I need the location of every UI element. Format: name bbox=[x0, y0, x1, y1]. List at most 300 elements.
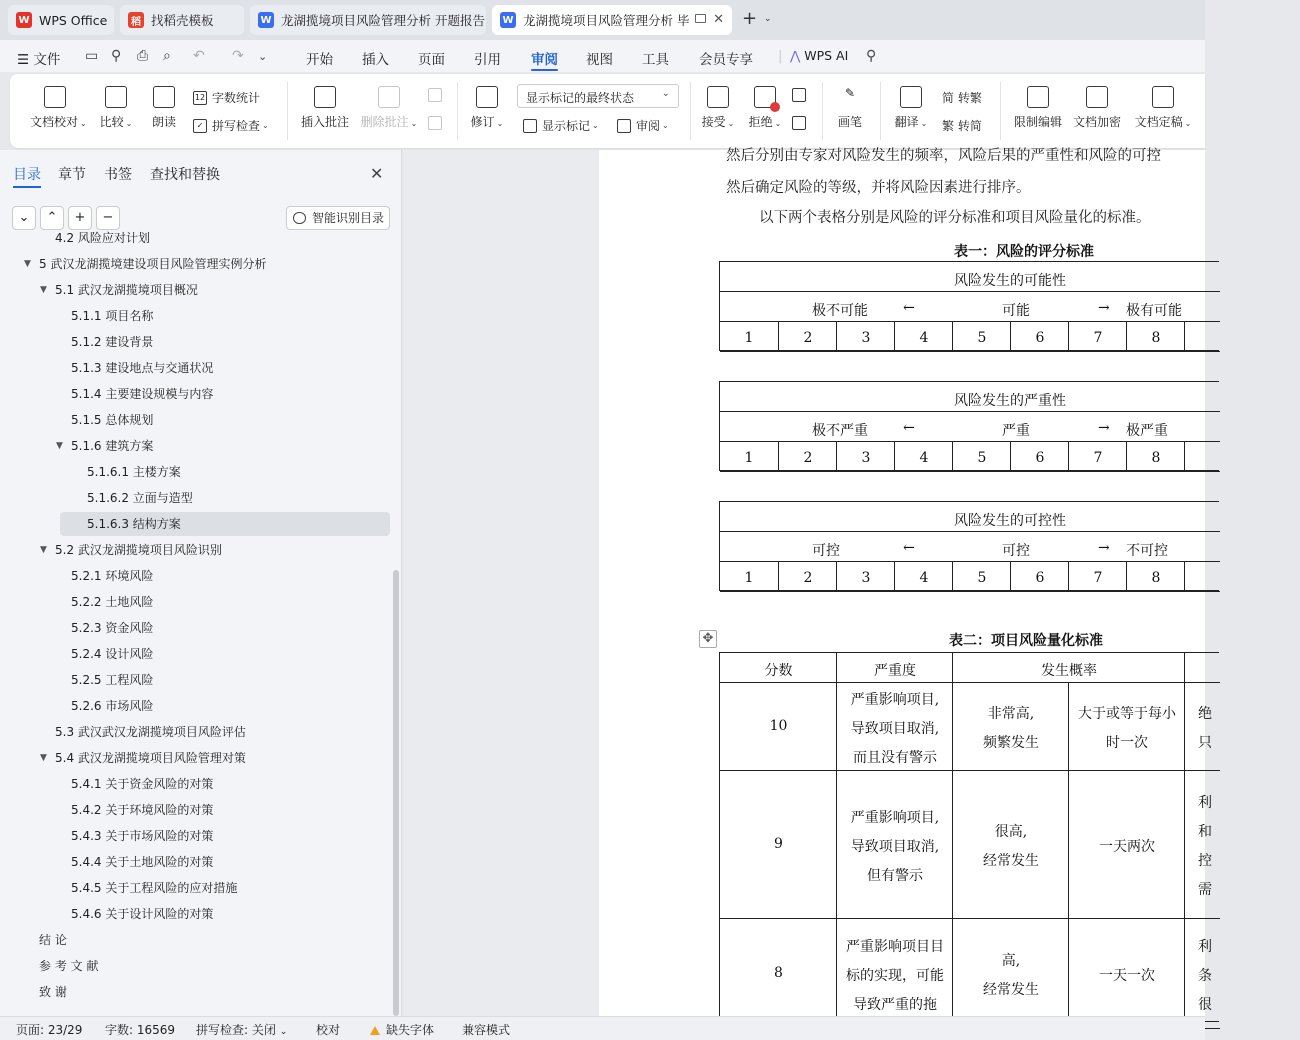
tab-label: 龙湖揽境项目风险管理分析 毕 bbox=[523, 13, 690, 28]
show-markup-label: 显示标记 bbox=[542, 119, 591, 133]
cell-border bbox=[836, 683, 837, 771]
toc-item[interactable] bbox=[39, 980, 67, 1004]
doc-proof-button[interactable]: 文档校对 ⌄ bbox=[30, 86, 80, 130]
window-icon[interactable] bbox=[695, 14, 706, 23]
doc-proof-label: 文档校对 bbox=[30, 115, 79, 129]
table-cell: 严重影响项目, bbox=[850, 691, 940, 708]
rating-number: 4 bbox=[919, 450, 929, 466]
toc-item-label: 参 考 文 献 bbox=[39, 959, 99, 973]
collapse-arrow-icon[interactable]: ▼ bbox=[24, 259, 31, 269]
toc-item[interactable] bbox=[87, 486, 193, 510]
cell-border bbox=[836, 771, 837, 919]
missing-fonts-label: 缺失字体 bbox=[386, 1023, 435, 1037]
table-cell: 时一次 bbox=[1106, 735, 1148, 751]
cell-border bbox=[1184, 442, 1185, 472]
track-changes-button[interactable]: 修订 ⌄ bbox=[469, 86, 505, 130]
scale-label: 不可控 bbox=[1126, 543, 1168, 559]
toc-item[interactable] bbox=[40, 746, 246, 770]
to-simplified-button[interactable] bbox=[942, 117, 982, 134]
reject-label: 拒绝 bbox=[748, 115, 773, 129]
scale-label: ← bbox=[903, 300, 915, 316]
rating-title-row bbox=[720, 502, 1220, 532]
table-cell: 导致严重的拖 bbox=[853, 996, 937, 1013]
prev-change-button[interactable] bbox=[792, 88, 811, 102]
table-move-handle-icon[interactable]: ✥ bbox=[699, 630, 717, 648]
expand-all-icon[interactable]: ⌄ bbox=[12, 206, 36, 230]
toc-item[interactable] bbox=[71, 304, 153, 328]
show-markup-button[interactable]: 显示标记 ⌄ bbox=[523, 117, 599, 134]
nav-tab-indicator bbox=[13, 186, 41, 188]
table-cell: 导致项目取消, bbox=[850, 720, 940, 737]
reject-icon bbox=[754, 86, 776, 108]
tab-wps-office[interactable] bbox=[8, 5, 114, 35]
accept-label: 接受 bbox=[701, 115, 726, 129]
table-row bbox=[720, 919, 1220, 1029]
toc-item[interactable] bbox=[87, 460, 181, 484]
finalize-label: 文档定稿 bbox=[1134, 115, 1183, 129]
menu-bar bbox=[0, 40, 1205, 72]
wps-ai-icon: ⋀ bbox=[790, 48, 801, 63]
collapse-arrow-icon[interactable]: ▼ bbox=[40, 753, 47, 763]
table-cell: 需 bbox=[1198, 882, 1212, 898]
tab-label: 龙湖揽境项目风险管理分析 开题报告 bbox=[281, 13, 485, 28]
toc-item[interactable] bbox=[71, 668, 153, 692]
tab-current-doc[interactable] bbox=[492, 5, 732, 35]
toc-item-label: 5.2.6 市场风险 bbox=[71, 699, 154, 713]
toc-item-label: 5.3 武汉武汉龙湖揽境项目风险评估 bbox=[55, 725, 246, 739]
toc-item-label: 4.2 风险应对计划 bbox=[55, 231, 150, 245]
new-tab-icon[interactable]: + bbox=[742, 8, 758, 29]
rating-number: 5 bbox=[977, 570, 987, 586]
rating-scale-row bbox=[720, 532, 1220, 562]
table-row bbox=[720, 683, 1220, 771]
proof-status[interactable]: 校对 bbox=[316, 1023, 341, 1037]
table-cell: 很高, bbox=[994, 824, 1028, 840]
toc-item-label: 5 武汉龙湖揽境建设项目风险管理实例分析 bbox=[39, 257, 267, 271]
cell-border bbox=[1184, 771, 1185, 919]
page-indicator[interactable]: 页面: 23/29 bbox=[16, 1023, 83, 1037]
toc-item[interactable] bbox=[71, 694, 153, 718]
toc-item-label: 5.4.1 关于资金风险的对策 bbox=[71, 777, 214, 791]
rating-number: 8 bbox=[1151, 450, 1161, 466]
toc-item[interactable] bbox=[71, 590, 153, 614]
cell-border bbox=[1010, 322, 1011, 352]
chevron-down-icon[interactable]: ⌄ bbox=[764, 14, 772, 24]
ribbon-separator bbox=[287, 82, 288, 140]
rating-scale-row bbox=[720, 292, 1220, 322]
cell-border bbox=[1184, 653, 1185, 683]
spell-check-status[interactable]: 拼写检查: 关闭 ⌄ bbox=[196, 1023, 288, 1037]
menu-reference[interactable]: 引用 bbox=[474, 52, 501, 68]
toc-item[interactable] bbox=[39, 954, 98, 978]
reject-button[interactable]: 拒绝 ⌄ bbox=[747, 86, 783, 130]
show-markup-icon bbox=[523, 119, 537, 133]
review-pane-button[interactable]: 审阅 ⌄ bbox=[617, 117, 669, 134]
review-pane-label: 审阅 bbox=[636, 119, 661, 133]
read-aloud-icon bbox=[153, 86, 175, 108]
table-cell: 而且没有警示 bbox=[853, 749, 937, 766]
toc-item-label: 5.2.2 土地风险 bbox=[71, 595, 154, 609]
table-cell: 一天两次 bbox=[1099, 838, 1155, 855]
collapse-arrow-icon[interactable]: ▼ bbox=[40, 285, 47, 295]
menu-page[interactable]: 页面 bbox=[418, 52, 445, 68]
cell-border bbox=[1010, 442, 1011, 472]
prev-comment-button[interactable] bbox=[428, 88, 447, 102]
rating-number-row bbox=[720, 442, 1220, 472]
toc-item[interactable] bbox=[71, 616, 153, 640]
toc-item-label: 5.4.4 关于土地风险的对策 bbox=[71, 855, 214, 869]
warning-icon bbox=[370, 1026, 380, 1035]
toc-item-label: 5.4.5 关于工程风险的应对措施 bbox=[71, 881, 238, 895]
cell-border bbox=[1068, 683, 1069, 771]
compare-button[interactable]: 比较 ⌄ bbox=[98, 86, 134, 130]
word-count-button[interactable] bbox=[193, 89, 260, 106]
rating-number: 3 bbox=[861, 330, 871, 346]
finalize-icon bbox=[1152, 86, 1174, 108]
tab-label: 找稻壳模板 bbox=[151, 13, 214, 28]
toc-item[interactable] bbox=[40, 538, 222, 562]
table-cell: 标的实现，可能 bbox=[846, 967, 944, 984]
toc-item[interactable] bbox=[39, 928, 67, 952]
rating-table bbox=[719, 381, 1219, 471]
insert-comment-label: 插入批注 bbox=[300, 115, 349, 129]
redo-icon[interactable]: ↷ bbox=[232, 48, 244, 64]
delete-comment-button[interactable]: 删除批注 ⌄ bbox=[360, 86, 418, 130]
close-tab-icon[interactable]: ✕ bbox=[713, 12, 724, 27]
toc-item-label: 5.1.6.3 结构方案 bbox=[87, 517, 181, 531]
tab-proposal-doc[interactable] bbox=[250, 5, 486, 35]
table-cell: 一天一次 bbox=[1099, 967, 1155, 984]
next-comment-icon bbox=[428, 116, 442, 130]
toc-item-label: 5.2.1 环境风险 bbox=[71, 569, 154, 583]
spell-check-label: 拼写检查 bbox=[212, 119, 261, 133]
menu-member[interactable]: 会员专享 bbox=[699, 52, 753, 68]
toc-item[interactable] bbox=[71, 850, 213, 874]
ribbon-separator bbox=[1000, 82, 1001, 140]
table-cell: 利 bbox=[1198, 938, 1212, 955]
toc-item[interactable] bbox=[71, 330, 153, 354]
word-count-icon: 12 bbox=[193, 91, 207, 105]
word-doc-icon: W bbox=[500, 12, 516, 28]
toc-item-label: 5.1 武汉龙湖揽境项目概况 bbox=[55, 283, 198, 297]
tab-docer-templates[interactable] bbox=[120, 5, 244, 35]
review-ribbon bbox=[10, 74, 1205, 148]
finalize-button[interactable]: 文档定稿 ⌄ bbox=[1132, 86, 1194, 130]
cell-border bbox=[1010, 562, 1011, 592]
doc-proof-icon bbox=[44, 86, 66, 108]
spell-check-icon: ✓ bbox=[193, 119, 207, 133]
add-level-icon[interactable]: + bbox=[68, 206, 92, 230]
toc-item[interactable] bbox=[71, 356, 213, 380]
table-cell: 很 bbox=[1198, 996, 1212, 1013]
rating-title-row bbox=[720, 382, 1220, 412]
accept-icon bbox=[707, 86, 729, 108]
cell-border bbox=[894, 322, 895, 352]
undo-icon[interactable]: ↶ bbox=[193, 48, 205, 64]
table-cell: 绝 bbox=[1198, 706, 1212, 722]
table-cell: 但有警示 bbox=[867, 867, 923, 884]
restrict-edit-label: 限制编辑 bbox=[1013, 115, 1062, 129]
cell-border bbox=[1068, 562, 1069, 592]
smart-toc-button[interactable] bbox=[286, 206, 390, 230]
toc-item[interactable] bbox=[56, 434, 154, 458]
scale-label: 可控 bbox=[812, 543, 840, 559]
column-header: 严重度 bbox=[874, 663, 916, 679]
delete-comment-icon bbox=[378, 86, 400, 108]
nav-tab-bookmarks[interactable]: 书签 bbox=[104, 167, 132, 183]
collapse-all-icon[interactable]: ⌃ bbox=[40, 206, 64, 230]
nav-tab-find-replace[interactable]: 查找和替换 bbox=[150, 167, 220, 183]
cell-border bbox=[952, 771, 953, 919]
table-cell: 高, bbox=[1001, 953, 1021, 969]
markup-state-select[interactable] bbox=[517, 84, 679, 108]
column-header: 分数 bbox=[764, 663, 793, 679]
scale-label: → bbox=[1098, 420, 1110, 436]
toc-item-label: 5.4.6 关于设计风险的对策 bbox=[71, 907, 214, 921]
nav-tab-toc[interactable]: 目录 bbox=[13, 167, 41, 183]
score-cell: 10 bbox=[769, 718, 788, 734]
toc-item-label: 5.1.5 总体规划 bbox=[71, 413, 154, 427]
toc-item[interactable] bbox=[71, 798, 213, 822]
cell-border bbox=[1184, 919, 1185, 1029]
missing-fonts-status[interactable] bbox=[370, 1021, 434, 1038]
table-header-row bbox=[720, 653, 1220, 683]
insert-comment-button[interactable] bbox=[300, 86, 350, 130]
table-cell: 利 bbox=[1198, 795, 1212, 811]
robot-icon bbox=[293, 212, 306, 224]
navigation-pane bbox=[0, 150, 402, 1016]
prev-change-icon bbox=[792, 88, 806, 102]
toc-item[interactable] bbox=[71, 642, 153, 666]
table-cell: 条 bbox=[1198, 967, 1212, 984]
collapse-arrow-icon[interactable]: ▼ bbox=[56, 441, 63, 451]
cell-border bbox=[952, 442, 953, 472]
ribbon-separator bbox=[457, 82, 458, 140]
pen-button[interactable] bbox=[836, 86, 864, 130]
cell-border bbox=[1184, 562, 1185, 592]
cell-border bbox=[1068, 442, 1069, 472]
restrict-edit-button[interactable] bbox=[1013, 86, 1063, 130]
scale-label: → bbox=[1098, 540, 1110, 556]
rating-number: 1 bbox=[744, 330, 754, 346]
insert-comment-icon bbox=[314, 86, 336, 108]
file-menu[interactable]: ☰ 文件 bbox=[17, 52, 61, 68]
table1-caption: 表一：风险的评分标准 bbox=[954, 244, 1094, 260]
smart-toc-label: 智能识别目录 bbox=[312, 211, 385, 225]
toc-item-label: 5.2.4 设计风险 bbox=[71, 647, 154, 661]
toc-item[interactable] bbox=[55, 226, 150, 250]
scale-label: ← bbox=[903, 420, 915, 436]
rating-number: 6 bbox=[1035, 570, 1045, 586]
risk-quantification-table bbox=[719, 652, 1219, 1022]
rating-number: 6 bbox=[1035, 330, 1045, 346]
toc-item[interactable] bbox=[55, 720, 246, 744]
next-comment-button[interactable] bbox=[428, 116, 447, 130]
to-traditional-button[interactable] bbox=[942, 89, 982, 106]
cell-border bbox=[1068, 322, 1069, 352]
table2-caption: 表二：项目风险量化标准 bbox=[949, 633, 1103, 649]
print-icon[interactable]: ⎙ bbox=[137, 48, 149, 64]
toc-item[interactable] bbox=[71, 772, 213, 796]
more-chevron-icon[interactable]: ⌄ bbox=[258, 50, 268, 63]
toc-item[interactable] bbox=[24, 252, 267, 276]
cell-border bbox=[894, 442, 895, 472]
cell-border bbox=[778, 442, 779, 472]
table-cell: 只 bbox=[1198, 735, 1212, 751]
toc-item-label: 5.1.2 建设背景 bbox=[71, 335, 154, 349]
ribbon-separator bbox=[822, 82, 823, 140]
table-cell: 大于或等于每小 bbox=[1078, 706, 1176, 722]
close-pane-icon[interactable]: ✕ bbox=[370, 164, 384, 183]
search-icon[interactable]: ⚲ bbox=[866, 48, 877, 64]
rating-number: 1 bbox=[744, 450, 754, 466]
rating-table bbox=[719, 261, 1219, 351]
toc-scrollbar[interactable] bbox=[393, 570, 399, 1016]
active-tab-indicator bbox=[531, 69, 558, 71]
toc-item-label: 5.1.6.2 立面与造型 bbox=[87, 491, 193, 505]
encrypt-button[interactable] bbox=[1072, 86, 1122, 130]
rating-table bbox=[719, 501, 1219, 591]
scale-label: 极不可能 bbox=[812, 303, 868, 319]
share-icon[interactable]: ⚲ bbox=[111, 48, 122, 64]
table-cell: 导致项目取消, bbox=[850, 838, 940, 855]
rating-number: 7 bbox=[1093, 330, 1103, 346]
pen-icon: ✎ bbox=[844, 86, 856, 100]
ribbon-separator bbox=[690, 82, 691, 140]
toc-item-label: 5.4.3 关于市场风险的对策 bbox=[71, 829, 214, 843]
accept-button[interactable]: 接受 ⌄ bbox=[700, 86, 736, 130]
rating-title: 风险发生的严重性 bbox=[954, 393, 1066, 409]
table-cell: 严重影响项目, bbox=[850, 809, 940, 826]
rating-title-row bbox=[720, 262, 1220, 292]
toc-item-label: 5.1.4 主要建设规模与内容 bbox=[71, 387, 214, 401]
toc-item[interactable] bbox=[71, 824, 213, 848]
to-traditional-label: 简 转繁 bbox=[942, 91, 982, 105]
document-page[interactable] bbox=[599, 148, 1212, 1016]
rating-number-row bbox=[720, 562, 1220, 592]
toc-item[interactable] bbox=[71, 902, 213, 926]
rating-number: 5 bbox=[977, 450, 987, 466]
translate-button[interactable]: 翻译 ⌄ bbox=[893, 86, 929, 130]
toc-item-label: 5.1.3 建设地点与交通状况 bbox=[71, 361, 214, 375]
body-paragraph: 然后确定风险的等级，并将风险因素进行排序。 bbox=[726, 180, 1031, 196]
rating-number: 7 bbox=[1093, 570, 1103, 586]
pen-label: 画笔 bbox=[837, 115, 862, 129]
cell-border bbox=[1184, 322, 1185, 352]
rating-number: 6 bbox=[1035, 450, 1045, 466]
toc-item[interactable] bbox=[71, 408, 153, 432]
rating-number: 3 bbox=[861, 570, 871, 586]
body-paragraph: 以下两个表格分别是风险的评分标准和项目风险量化的标准。 bbox=[759, 210, 1151, 226]
scale-label: 可能 bbox=[1002, 303, 1030, 319]
save-icon[interactable]: ▭ bbox=[85, 48, 99, 64]
translate-icon bbox=[900, 86, 922, 108]
menu-insert[interactable]: 插入 bbox=[362, 52, 389, 68]
menu-review[interactable]: 审阅 bbox=[531, 52, 558, 68]
cell-border bbox=[1126, 442, 1127, 472]
cell-border bbox=[778, 562, 779, 592]
menu-start[interactable]: 开始 bbox=[306, 52, 333, 68]
scale-label: 极严重 bbox=[1126, 423, 1168, 439]
rating-number: 5 bbox=[977, 330, 987, 346]
compare-icon bbox=[105, 86, 127, 108]
remove-level-icon[interactable]: − bbox=[96, 206, 120, 230]
menu-view[interactable]: 视图 bbox=[586, 52, 613, 68]
print-preview-icon[interactable]: ⌕ bbox=[163, 48, 171, 64]
column-header: 发生概率 bbox=[1041, 663, 1097, 679]
toc-item-label: 结 论 bbox=[39, 933, 67, 947]
next-change-button[interactable] bbox=[792, 116, 811, 130]
restrict-edit-icon bbox=[1027, 86, 1049, 108]
cell-border bbox=[1184, 683, 1185, 771]
toc-item-label: 5.2.3 资金风险 bbox=[71, 621, 154, 635]
rating-number: 4 bbox=[919, 570, 929, 586]
scale-label: 严重 bbox=[1002, 423, 1030, 439]
prev-comment-icon bbox=[428, 88, 442, 102]
toc-item[interactable] bbox=[40, 278, 198, 302]
wps-ai-label: WPS AI bbox=[804, 48, 849, 63]
translate-label: 翻译 bbox=[894, 115, 919, 129]
track-changes-label: 修订 bbox=[470, 115, 495, 129]
nav-tab-sections[interactable]: 章节 bbox=[58, 167, 86, 183]
toc-item[interactable] bbox=[60, 512, 390, 536]
scale-label: 极不严重 bbox=[812, 423, 868, 439]
collapse-arrow-icon[interactable]: ▼ bbox=[40, 545, 47, 555]
cell-border bbox=[836, 653, 837, 683]
toc-item-label: 5.1.1 项目名称 bbox=[71, 309, 154, 323]
body-paragraph: 然后分别由专家对风险发生的频率，风险后果的严重性和风险的可控 bbox=[726, 148, 1161, 164]
spell-check-status-label: 拼写检查: 关闭 bbox=[196, 1023, 276, 1037]
word-count-indicator[interactable]: 字数: 16569 bbox=[105, 1023, 176, 1037]
track-changes-icon bbox=[476, 86, 498, 108]
wps-ai-button[interactable] bbox=[790, 48, 848, 63]
wps-logo-icon: W bbox=[16, 12, 32, 28]
rating-number: 1 bbox=[744, 570, 754, 586]
toc-item-label: 5.1.6 建筑方案 bbox=[71, 439, 154, 453]
cell-border bbox=[894, 562, 895, 592]
rating-number: 8 bbox=[1151, 570, 1161, 586]
cell-border bbox=[836, 919, 837, 1029]
menu-tools[interactable]: 工具 bbox=[642, 52, 669, 68]
rating-number: 4 bbox=[919, 330, 929, 346]
scale-label: ← bbox=[903, 540, 915, 556]
toc-item-label: 5.4.2 关于环境风险的对策 bbox=[71, 803, 214, 817]
rating-title: 风险发生的可控性 bbox=[954, 513, 1066, 529]
cell-border bbox=[952, 653, 953, 683]
toc-list bbox=[0, 231, 394, 1016]
rating-number: 2 bbox=[803, 570, 813, 586]
rating-number: 2 bbox=[803, 450, 813, 466]
toc-item-label: 5.2 武汉龙湖揽境项目风险识别 bbox=[55, 543, 222, 557]
toc-item[interactable] bbox=[71, 382, 213, 406]
word-count-label: 字数统计 bbox=[212, 91, 261, 105]
table-cell: 非常高, bbox=[987, 706, 1035, 722]
cell-border bbox=[1068, 771, 1069, 919]
scale-label: 极有可能 bbox=[1126, 303, 1182, 319]
toc-item[interactable] bbox=[71, 876, 237, 900]
cell-border bbox=[1126, 562, 1127, 592]
score-cell: 9 bbox=[774, 836, 783, 852]
cell-border bbox=[836, 442, 837, 472]
rating-title: 风险发生的可能性 bbox=[954, 273, 1066, 289]
chevron-down-icon: ⌄ bbox=[661, 88, 670, 99]
spell-check-button[interactable]: ✓ 拼写检查 ⌄ bbox=[193, 117, 269, 134]
cell-border bbox=[1068, 919, 1069, 1029]
table-cell: 经常发生 bbox=[983, 853, 1039, 869]
read-aloud-button[interactable] bbox=[150, 86, 178, 130]
status-bar bbox=[0, 1016, 1205, 1040]
toc-item[interactable] bbox=[71, 564, 153, 588]
